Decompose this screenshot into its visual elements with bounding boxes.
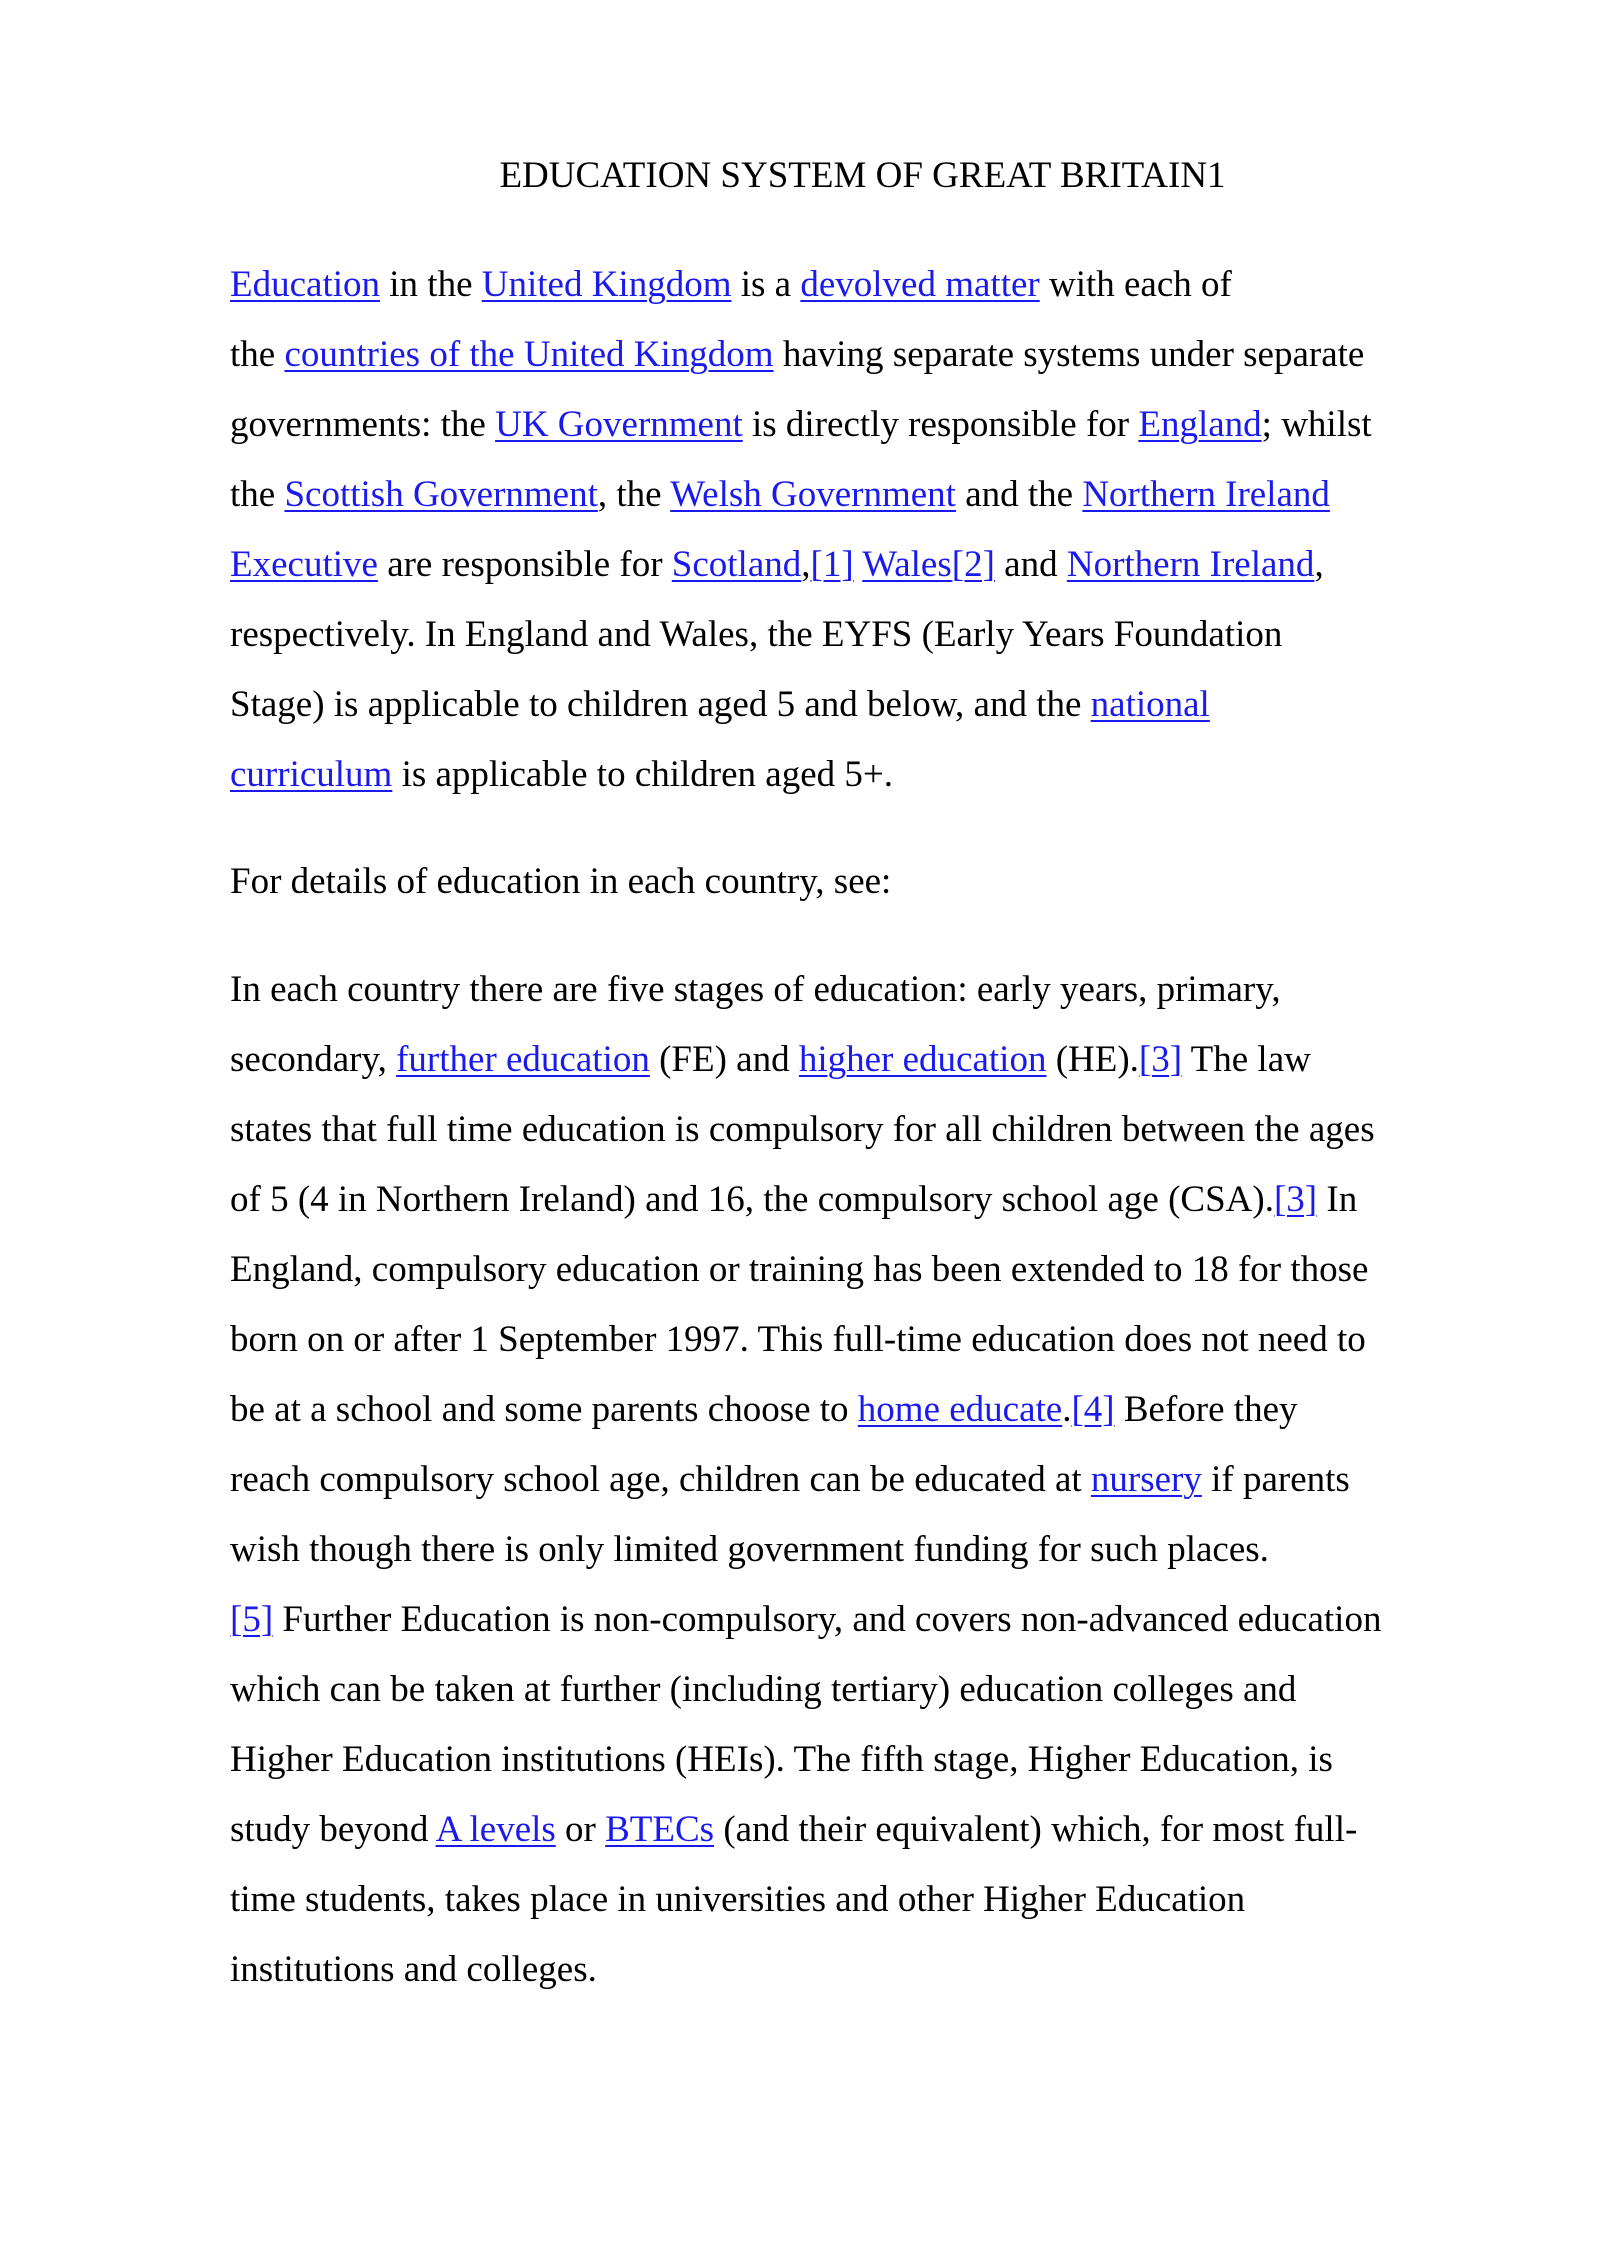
text-line (230, 1165, 1530, 1235)
text-run: . (1062, 1389, 1072, 1430)
link-5[interactable]: [5] (230, 1599, 274, 1640)
text-line (230, 460, 1530, 530)
text-line (230, 955, 1530, 1025)
text-run: and the (955, 474, 1083, 515)
text-run: is a (731, 264, 801, 305)
text-run: with each of (1039, 264, 1232, 305)
text-run: Stage) is applicable to children aged 5 and below, and the (230, 684, 1091, 725)
text-run: in the (380, 264, 482, 305)
link-4[interactable]: [4] (1071, 1389, 1115, 1430)
text-run: the (230, 334, 285, 375)
text-line (230, 530, 1530, 600)
text-run: and (994, 544, 1067, 585)
text-line (230, 847, 1530, 917)
text-run: the (230, 474, 285, 515)
link-a-levels[interactable]: A levels (435, 1809, 556, 1850)
text-line (230, 1865, 1530, 1935)
paragraph-stages (230, 955, 1530, 2005)
text-line (230, 390, 1530, 460)
link-curriculum[interactable]: curriculum (230, 754, 393, 795)
text-line (230, 250, 1530, 320)
text-line (230, 600, 1530, 670)
text-line (230, 1935, 1530, 2005)
link-england[interactable]: England (1138, 404, 1262, 445)
link-higher-education[interactable]: higher education (798, 1039, 1047, 1080)
text-run: study beyond (230, 1809, 436, 1850)
text-run: (FE) and (649, 1039, 799, 1080)
text-line (230, 1235, 1530, 1305)
text-run: secondary, (230, 1039, 397, 1080)
text-line (230, 320, 1530, 390)
link-3[interactable]: [3] (1138, 1039, 1183, 1080)
text-run: , the (597, 474, 671, 515)
text-line (230, 1305, 1530, 1375)
text-run: of 5 (4 in Northern Ireland) and 16, the compulsory school age (CSA). (230, 1179, 1274, 1220)
link-uk-government[interactable]: UK Government (495, 404, 743, 445)
text-run: is applicable to children aged 5+. (392, 754, 894, 795)
link-scotland[interactable]: Scotland (671, 544, 802, 585)
text-line (230, 1445, 1530, 1515)
text-run: born on or after 1 September 1997. This full-time education does not need to (230, 1319, 1366, 1360)
link-devolved-matter[interactable]: devolved matter (800, 264, 1040, 305)
link-united-kingdom[interactable]: United Kingdom (481, 264, 732, 305)
text-run: institutions and colleges. (230, 1949, 597, 1990)
link-countries-of-the-united-kingdom[interactable]: countries of the United Kingdom (284, 334, 774, 375)
text-line (230, 1515, 1530, 1585)
text-line (230, 670, 1530, 740)
link-executive[interactable]: Executive (230, 544, 378, 585)
link-further-education[interactable]: further education (396, 1039, 650, 1080)
link-btecs[interactable]: BTECs (605, 1809, 715, 1850)
text-run: wish though there is only limited government funding for such places. (230, 1529, 1269, 1570)
document-title: EDUCATION SYSTEM OF GREAT BRITAIN1 (499, 155, 1226, 196)
text-run: In each country there are five stages of education: early years, primary, (230, 969, 1281, 1010)
text-run (854, 544, 863, 585)
link-wales[interactable]: Wales (862, 544, 952, 585)
paragraph-intro (230, 250, 1530, 810)
text-run: (HE). (1046, 1039, 1139, 1080)
text-run: governments: the (230, 404, 496, 445)
text-run: states that full time education is compulsory for all children between the ages (230, 1109, 1375, 1150)
link-nursery[interactable]: nursery (1090, 1459, 1202, 1500)
link-home-educate[interactable]: home educate (857, 1389, 1063, 1430)
text-run: The law (1182, 1039, 1311, 1080)
text-line (230, 1795, 1530, 1865)
text-line (230, 1655, 1530, 1725)
text-run: time students, takes place in universities and other Higher Education (230, 1879, 1246, 1920)
text-line (230, 1375, 1530, 1445)
link-2[interactable]: [2] (951, 544, 995, 585)
text-run: which can be taken at further (including tertiary) education colleges and (230, 1669, 1297, 1710)
text-line (230, 1025, 1530, 1095)
text-run: or (555, 1809, 606, 1850)
text-run: Before they (1114, 1389, 1298, 1430)
link-1[interactable]: [1] (810, 544, 854, 585)
text-run: , (801, 544, 811, 585)
text-run: are responsible for (377, 544, 672, 585)
text-run: respectively. In England and Wales, the EYFS (Early Years Foundation (230, 614, 1283, 655)
text-run: is directly responsible for (742, 404, 1139, 445)
text-line (230, 740, 1530, 810)
text-run: England, compulsory education or training has been extended to 18 for those (230, 1249, 1369, 1290)
text-line (230, 1585, 1530, 1655)
text-run: , (1314, 544, 1324, 585)
text-run: In (1317, 1179, 1358, 1220)
text-run: having separate systems under separate (773, 334, 1365, 375)
link-scottish-government[interactable]: Scottish Government (284, 474, 598, 515)
text-run: For details of education in each country, see: (230, 861, 892, 902)
paragraph-details (230, 847, 1530, 917)
link-education[interactable]: Education (230, 264, 381, 305)
link-northern-ireland[interactable]: Northern Ireland (1082, 474, 1330, 515)
link-welsh-government[interactable]: Welsh Government (670, 474, 956, 515)
text-line (230, 1095, 1530, 1165)
text-run: (and their equivalent) which, for most full- (714, 1809, 1358, 1850)
link-national[interactable]: national (1090, 684, 1210, 725)
text-run: reach compulsory school age, children can be educated at (230, 1459, 1091, 1500)
text-run: Further Education is non-compulsory, and covers non-advanced education (273, 1599, 1382, 1640)
text-line (230, 1725, 1530, 1795)
text-run: if parents (1201, 1459, 1350, 1500)
link-northern-ireland[interactable]: Northern Ireland (1066, 544, 1315, 585)
text-run: Higher Education institutions (HEIs). The fifth stage, Higher Education, is (230, 1739, 1333, 1780)
link-3[interactable]: [3] (1273, 1179, 1318, 1220)
text-run: ; whilst (1261, 404, 1372, 445)
text-run: be at a school and some parents choose to (230, 1389, 858, 1430)
